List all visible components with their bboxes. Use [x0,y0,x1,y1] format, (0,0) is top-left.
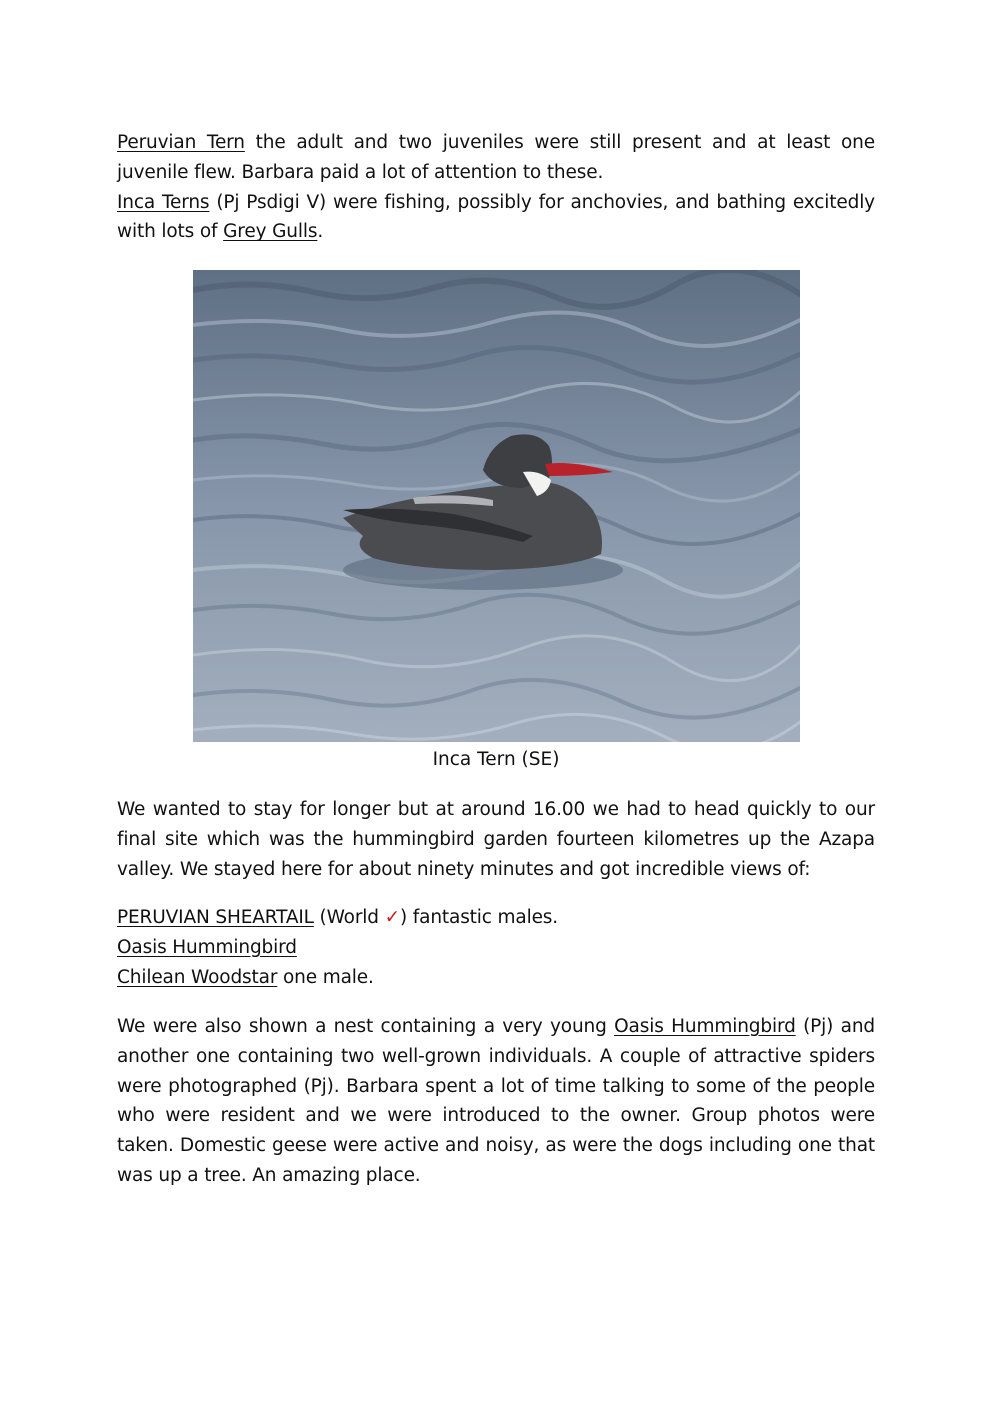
photo-caption: Inca Tern (SE) [432,749,560,770]
world-suffix: ) fantastic males. [399,907,559,928]
peruvian-tern-paragraph [117,128,875,188]
inca-terns-link[interactable]: Inca Terns [117,191,210,213]
nest-text-end: (Pj) and another one containing two well-grown individuals. A couple of attractive spiders were photographed (Pj). Barbara spent a lot of time talking to some of the people who were resident and we were introduced to the owner. Group photos were taken. Domestic geese were active and noisy, as were the dogs including one that was up a tree. An amazing place. [117,1016,875,1186]
oasis-hummingbird-link-2[interactable]: Oasis Hummingbird [614,1016,796,1037]
species-list [117,903,875,992]
grey-gulls-link[interactable]: Grey Gulls [223,221,318,243]
list-item [117,903,875,933]
oasis-hummingbird-link[interactable]: Oasis Hummingbird [117,936,297,958]
chilean-woodstar-link[interactable]: Chilean Woodstar [117,966,278,988]
nest-section [117,1012,875,1191]
final-site-paragraph: We wanted to stay for longer but at around 16.00 we had to head quickly to our final site which was the hummingbird garden fourteen kilometres up the Azapa valley. We stayed here for about ninety minutes and got incredible views of: [117,799,875,880]
world-prefix: (World [313,907,385,928]
list-item [117,963,875,993]
inca-terns-paragraph [117,188,875,248]
intro-section [117,128,875,247]
list-item [117,933,875,963]
peruvian-tern-link[interactable]: Peruvian Tern [117,132,245,153]
peruvian-tern-text: the adult and two juveniles were still present and at least one juvenile flew. Barbara paid a lot of attention to these. [117,132,875,183]
nest-paragraph [117,1012,875,1191]
peruvian-sheartail-link[interactable]: PERUVIAN SHEARTAIL [117,907,314,928]
inca-terns-text-end: . [317,221,324,243]
nest-text-start: We were also shown a nest containing a very young [117,1016,615,1037]
chilean-woodstar-text: one male. [277,966,374,988]
checkmark-icon: ✓ [384,907,400,928]
inca-tern-photo [193,270,800,742]
inca-terns-text: (Pj Psdigi V) were fishing, possibly for anchovies, and bathing excitedly with lots of [117,191,875,243]
final-site-section [117,795,875,884]
